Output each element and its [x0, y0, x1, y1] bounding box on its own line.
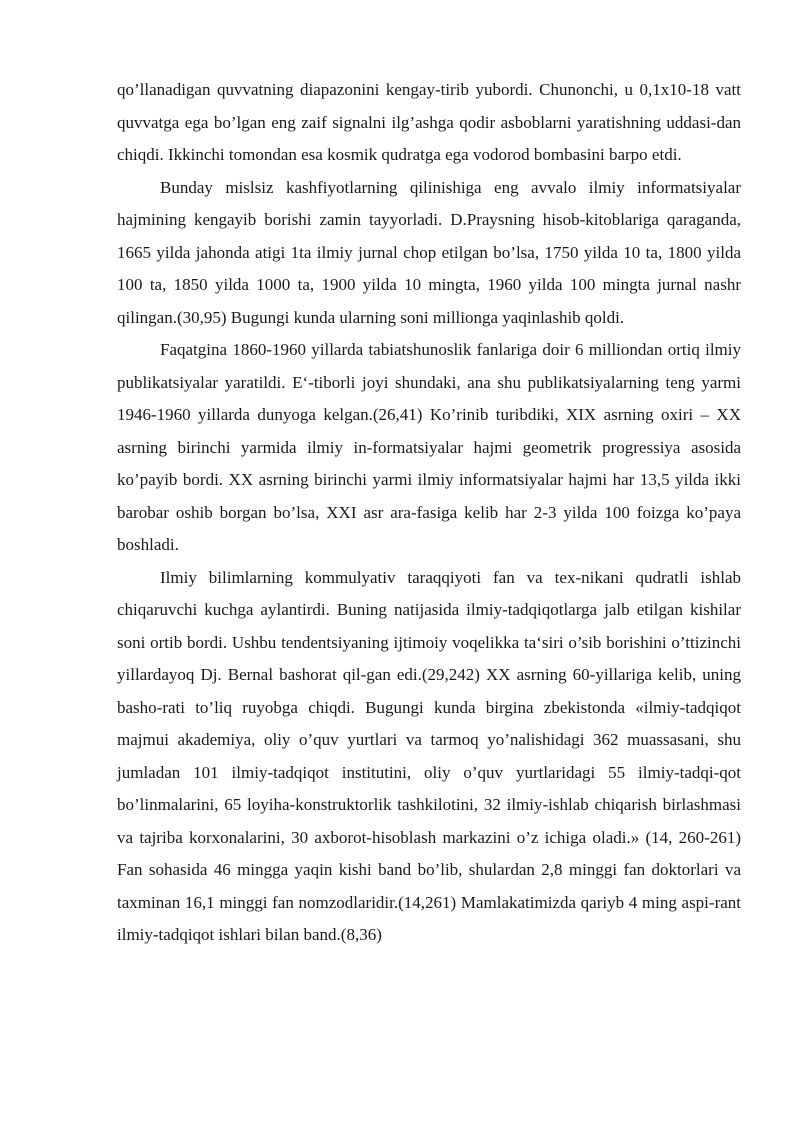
paragraph-continuation: qo’llanadigan quvvatning diapazonini kengay-tirib yubordi. Chunonchi, u 0,1x10-18 vatt quvvatga ega bo’lgan eng zaif signalni ilg’ashga qodir asboblarni yaratishning uddasi-dan chiqdi. Ikkinchi tomondan esa kosmik qudratga ega vodorod bombasini barpo etdi. — [117, 80, 741, 164]
paragraph: Ilmiy bilimlarning kommulyativ taraqqiyoti fan va tex-nikani qudratli ishlab chiqaruvchi kuchga aylantirdi. Buning natijasida ilmiy-tadqiqotlarga jalb etilgan kishilar soni ortib bordi. Ushbu tendentsiyaning ijtimoiy voqelikka ta‘siri o’sib borishini o’ttizinchi yillardayoq Dj. Bernal bashorat qil-gan edi.(29,242) XX asrning 60-yillariga kelib, uning basho-rati to’liq ruyobga chiqdi. Bugungi kunda birgina zbekistonda «ilmiy-tadqiqot majmui akademiya, oliy o’quv yurtlari va tarmoq yo’nalishidagi 362 muassasani, shu jumladan 101 ilmiy-tadqiqot institutini, oliy o’quv yurtlaridagi 55 ilmiy-tadqi-qot bo’linmalarini, 65 loyiha-konstruktorlik tashkilotini, 32 ilmiy-ishlab chiqarish birlashmasi va tajriba korxonalarini, 30 axborot-hisoblash markazini o’z ichiga oladi.» (14, 260-261) Fan sohasida 46 mingga yaqin kishi band bo’lib, shulardan 2,8 minggi fan doktorlari va taxminan 16,1 minggi fan nomzodlaridir.(14,261) Mamlakatimizda qariyb 4 ming aspi-rant ilmiy-tadqiqot ishlari bilan band.(8,36) — [117, 567, 741, 944]
paragraph: Faqatgina 1860-1960 yillarda tabiatshunoslik fanlariga doir 6 milliondan ortiq ilmiy publikatsiyalar yaratildi. E‘-tiborli joyi shundaki, ana shu publikatsiyalarning teng yarmi 1946-1960 yillarda dunyoga kelgan.(26,41) Ko’rinib turibdiki, XIX asrning oxiri – XX asrning birinchi yarmida ilmiy in-formatsiyalar hajmi geometrik progressiya asosida ko’payib bordi. XX asrning birinchi yarmi ilmiy informatsiyalar hajmi har 13,5 yilda ikki barobar oshib borgan bo’lsa, XXI asr ara-fasiga kelib har 2-3 yilda 100 foizga ko’paya boshladi. — [117, 340, 741, 554]
paragraph: Bunday mislsiz kashfiyotlarning qilinishiga eng avvalo ilmiy informatsiyalar hajmining kengayib borishi zamin tayyorladi. D.Praysning hisob-kitoblariga qaraganda, 1665 yilda jahonda atigi 1ta ilmiy jurnal chop etilgan bo’lsa, 1750 yilda 10 ta, 1800 yilda 100 ta, 1850 yilda 1000 ta, 1900 yilda 10 mingta, 1960 yilda 100 mingta jurnal nashr qilingan.(30,95) Bugungi kunda ularning soni millionga yaqinlashib qoldi. — [117, 177, 741, 327]
document-body — [117, 74, 741, 952]
